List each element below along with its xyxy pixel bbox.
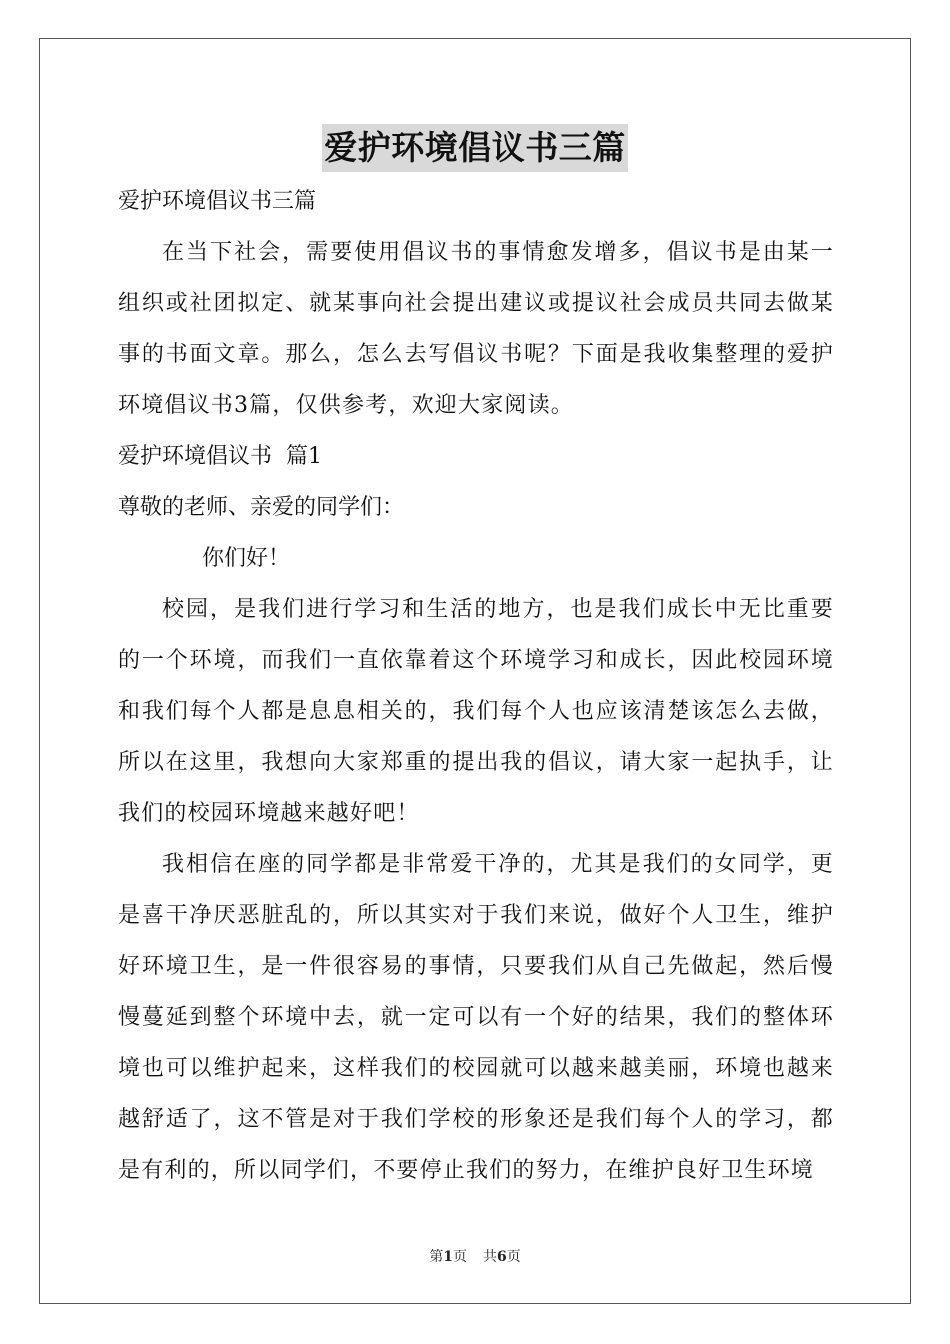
page-prefix: 第 [429,1249,444,1265]
document-title: 爱护环境倡议书三篇 [322,124,628,172]
body-paragraph-2: 我相信在座的同学都是非常爱干净的，尤其是我们的女同学，更是喜干净厌恶脏乱的，所以其实对于我们来说，做好个人卫生，维护好环境卫生，是一件很容易的事情，只要我们从自己先做起，然后慢慢蔓延到整个环境中去，就一定可以有一个好的结果，我们的整体环境也可以维护起来，这样我们的校园就可以越来越美丽，环境也越来越舒适了，这不管是对于我们学校的形象还是我们每个人的学习，都是有利的，所以同学们，不要停止我们的努力，在维护良好卫生环境 [118,852,834,1183]
title-container [0,124,950,172]
page-footer [0,1247,950,1267]
body-paragraph-1: 校园，是我们进行学习和生活的地方，也是我们成长中无比重要的一个环境，而我们一直依靠着这个环境学习和成长，因此校园环境和我们每个人都是息息相关的，我们每个人也应该清楚该怎么去做，所以在这里，我想向大家郑重的提出我的倡议，请大家一起执手，让我们的校园环境越来越好吧！ [118,597,834,826]
total-suffix: 页 [506,1249,521,1265]
page-suffix: 页 [453,1249,467,1265]
salutation: 尊敬的老师、亲爱的同学们： [118,495,405,520]
document-body [118,176,834,1196]
document-subtitle: 爱护环境倡议书三篇 [118,189,317,214]
total-prefix: 共 [483,1249,497,1265]
page-number: 1 [443,1249,453,1265]
section-heading: 爱护环境倡议书 篇1 [118,444,322,469]
total-pages: 6 [497,1249,507,1265]
intro-paragraph: 在当下社会，需要使用倡议书的事情愈发增多，倡议书是由某一组织或社团拟定、就某事向社会提出建议或提议社会成员共同去做某事的书面文章。那么，怎么去写倡议书呢？下面是我收集整理的爱护环境倡议书3篇，仅供参考，欢迎大家阅读。 [118,240,834,418]
greeting: 你们好！ [202,546,291,571]
